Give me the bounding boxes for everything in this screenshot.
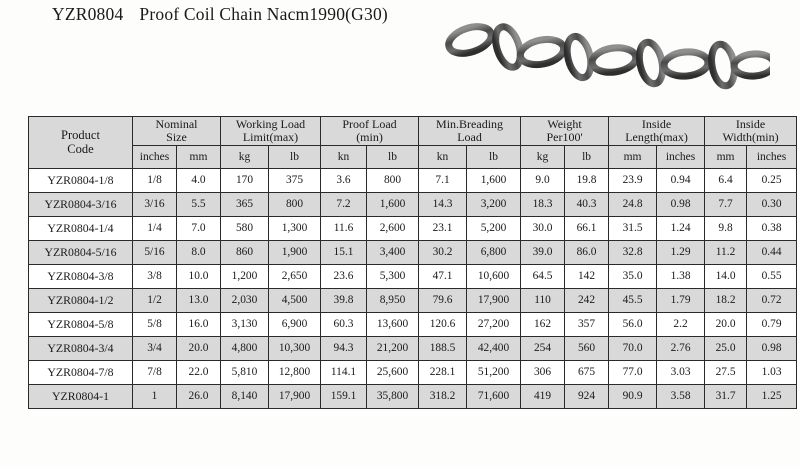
cell-value: 0.98 [747, 337, 797, 361]
cell-product-code: YZR0804-5/16 [29, 241, 133, 265]
cell-value: 5,200 [467, 217, 521, 241]
cell-value: 1,300 [269, 217, 321, 241]
cell-value: 0.30 [747, 193, 797, 217]
cell-value: 51,200 [467, 361, 521, 385]
cell-value: 27,200 [467, 313, 521, 337]
header-min-breading-load: Min.Breading Load [419, 117, 521, 146]
cell-value: 9.0 [521, 169, 565, 193]
cell-value: 13.0 [177, 289, 221, 313]
cell-value: 90.9 [609, 385, 657, 409]
cell-value: 8.0 [177, 241, 221, 265]
cell-value: 7.7 [705, 193, 747, 217]
page-title [52, 4, 388, 25]
cell-value: 1.29 [657, 241, 705, 265]
cell-value: 365 [221, 193, 269, 217]
cell-value: 18.2 [705, 289, 747, 313]
cell-product-code: YZR0804-1/8 [29, 169, 133, 193]
cell-value: 56.0 [609, 313, 657, 337]
cell-value: 110 [521, 289, 565, 313]
cell-value: 71,600 [467, 385, 521, 409]
cell-product-code: YZR0804-1 [29, 385, 133, 409]
cell-value: 1.03 [747, 361, 797, 385]
header-nominal-size: Nominal Size [133, 117, 221, 146]
cell-value: 3.58 [657, 385, 705, 409]
cell-value: 0.25 [747, 169, 797, 193]
cell-product-code: YZR0804-3/8 [29, 265, 133, 289]
cell-value: 39.0 [521, 241, 565, 265]
cell-value: 114.1 [321, 361, 367, 385]
cell-value: 3.03 [657, 361, 705, 385]
cell-value: 42,400 [467, 337, 521, 361]
cell-value: 21,200 [367, 337, 419, 361]
unit-cell: mm [609, 146, 657, 169]
cell-value: 318.2 [419, 385, 467, 409]
cell-value: 675 [565, 361, 609, 385]
cell-value: 60.3 [321, 313, 367, 337]
cell-value: 7.1 [419, 169, 467, 193]
cell-value: 4,800 [221, 337, 269, 361]
unit-cell: lb [467, 146, 521, 169]
cell-product-code: YZR0804-3/4 [29, 337, 133, 361]
cell-value: 1.79 [657, 289, 705, 313]
cell-value: 0.55 [747, 265, 797, 289]
cell-value: 14.3 [419, 193, 467, 217]
table-row [29, 385, 797, 409]
cell-value: 10.0 [177, 265, 221, 289]
cell-value: 12,800 [269, 361, 321, 385]
cell-product-code: YZR0804-5/8 [29, 313, 133, 337]
table-row [29, 217, 797, 241]
unit-cell: lb [565, 146, 609, 169]
cell-value: 2.76 [657, 337, 705, 361]
cell-value: 23.1 [419, 217, 467, 241]
cell-value: 800 [367, 169, 419, 193]
cell-value: 25.0 [705, 337, 747, 361]
unit-cell: inches [133, 146, 177, 169]
unit-cell: mm [705, 146, 747, 169]
cell-value: 1.38 [657, 265, 705, 289]
cell-value: 5,300 [367, 265, 419, 289]
cell-value: 375 [269, 169, 321, 193]
cell-value: 3/4 [133, 337, 177, 361]
cell-value: 6,800 [467, 241, 521, 265]
cell-value: 6.4 [705, 169, 747, 193]
cell-value: 8,950 [367, 289, 419, 313]
table-row [29, 313, 797, 337]
cell-value: 0.98 [657, 193, 705, 217]
cell-value: 188.5 [419, 337, 467, 361]
unit-cell: mm [177, 146, 221, 169]
cell-value: 18.3 [521, 193, 565, 217]
cell-value: 4,500 [269, 289, 321, 313]
cell-value: 3,400 [367, 241, 419, 265]
cell-value: 77.0 [609, 361, 657, 385]
cell-value: 1.25 [747, 385, 797, 409]
unit-cell: inches [747, 146, 797, 169]
cell-value: 7.2 [321, 193, 367, 217]
cell-value: 2,600 [367, 217, 419, 241]
cell-value: 5.5 [177, 193, 221, 217]
cell-value: 14.0 [705, 265, 747, 289]
cell-product-code: YZR0804-3/16 [29, 193, 133, 217]
cell-value: 242 [565, 289, 609, 313]
cell-value: 170 [221, 169, 269, 193]
cell-value: 79.6 [419, 289, 467, 313]
cell-value: 30.2 [419, 241, 467, 265]
cell-value: 357 [565, 313, 609, 337]
header-proof-load: Proof Load (min) [321, 117, 419, 146]
unit-cell: lb [367, 146, 419, 169]
cell-value: 1/8 [133, 169, 177, 193]
cell-value: 26.0 [177, 385, 221, 409]
cell-value: 7/8 [133, 361, 177, 385]
unit-cell: kn [419, 146, 467, 169]
cell-value: 17,900 [467, 289, 521, 313]
cell-value: 94.3 [321, 337, 367, 361]
header-working-load-limit: Working Load Limit(max) [221, 117, 321, 146]
cell-value: 17,900 [269, 385, 321, 409]
cell-value: 800 [269, 193, 321, 217]
table-row [29, 289, 797, 313]
page-title-code: YZR0804 [52, 4, 124, 24]
cell-value: 419 [521, 385, 565, 409]
cell-value: 1,900 [269, 241, 321, 265]
cell-value: 1.24 [657, 217, 705, 241]
cell-value: 1,200 [221, 265, 269, 289]
cell-value: 1/4 [133, 217, 177, 241]
unit-cell: kg [521, 146, 565, 169]
cell-value: 5/8 [133, 313, 177, 337]
cell-value: 2,030 [221, 289, 269, 313]
cell-value: 19.8 [565, 169, 609, 193]
cell-value: 7.0 [177, 217, 221, 241]
cell-value: 3.6 [321, 169, 367, 193]
cell-value: 4.0 [177, 169, 221, 193]
chain-icon [440, 22, 770, 92]
cell-value: 10,300 [269, 337, 321, 361]
cell-value: 142 [565, 265, 609, 289]
header-weight-per-100ft: Weight Per100' [521, 117, 609, 146]
cell-value: 25,600 [367, 361, 419, 385]
cell-value: 3/8 [133, 265, 177, 289]
cell-value: 10,600 [467, 265, 521, 289]
table-row [29, 361, 797, 385]
cell-product-code: YZR0804-7/8 [29, 361, 133, 385]
table-row [29, 193, 797, 217]
cell-value: 8,140 [221, 385, 269, 409]
cell-value: 2,650 [269, 265, 321, 289]
cell-value: 5/16 [133, 241, 177, 265]
cell-value: 66.1 [565, 217, 609, 241]
cell-value: 24.8 [609, 193, 657, 217]
table-header-groups [29, 117, 797, 146]
cell-value: 0.38 [747, 217, 797, 241]
unit-cell: inches [657, 146, 705, 169]
cell-value: 22.0 [177, 361, 221, 385]
header-inside-length: Inside Length(max) [609, 117, 705, 146]
cell-value: 20.0 [705, 313, 747, 337]
chain-illustration [440, 22, 770, 92]
cell-value: 27.5 [705, 361, 747, 385]
cell-value: 47.1 [419, 265, 467, 289]
cell-value: 45.5 [609, 289, 657, 313]
cell-product-code: YZR0804-1/4 [29, 217, 133, 241]
cell-value: 0.44 [747, 241, 797, 265]
header-product-code: Product Code [29, 117, 133, 169]
cell-value: 11.2 [705, 241, 747, 265]
cell-value: 2.2 [657, 313, 705, 337]
cell-value: 20.0 [177, 337, 221, 361]
unit-cell: kn [321, 146, 367, 169]
cell-value: 1,600 [467, 169, 521, 193]
table-row [29, 265, 797, 289]
cell-value: 306 [521, 361, 565, 385]
cell-value: 23.9 [609, 169, 657, 193]
cell-value: 924 [565, 385, 609, 409]
cell-value: 40.3 [565, 193, 609, 217]
cell-value: 1,600 [367, 193, 419, 217]
cell-value: 120.6 [419, 313, 467, 337]
cell-value: 39.8 [321, 289, 367, 313]
cell-value: 159.1 [321, 385, 367, 409]
cell-value: 3,130 [221, 313, 269, 337]
header-inside-width: Inside Width(min) [705, 117, 797, 146]
specification-table [28, 116, 797, 409]
cell-value: 162 [521, 313, 565, 337]
cell-value: 13,600 [367, 313, 419, 337]
cell-value: 32.8 [609, 241, 657, 265]
cell-value: 0.72 [747, 289, 797, 313]
cell-value: 254 [521, 337, 565, 361]
cell-value: 1 [133, 385, 177, 409]
cell-value: 70.0 [609, 337, 657, 361]
cell-value: 9.8 [705, 217, 747, 241]
cell-value: 1/2 [133, 289, 177, 313]
cell-value: 11.6 [321, 217, 367, 241]
cell-value: 0.94 [657, 169, 705, 193]
cell-value: 16.0 [177, 313, 221, 337]
cell-value: 560 [565, 337, 609, 361]
cell-value: 6,900 [269, 313, 321, 337]
cell-value: 228.1 [419, 361, 467, 385]
unit-cell: kg [221, 146, 269, 169]
cell-value: 3,200 [467, 193, 521, 217]
cell-value: 31.7 [705, 385, 747, 409]
cell-value: 86.0 [565, 241, 609, 265]
cell-value: 30.0 [521, 217, 565, 241]
cell-value: 15.1 [321, 241, 367, 265]
cell-value: 860 [221, 241, 269, 265]
cell-value: 35,800 [367, 385, 419, 409]
cell-value: 3/16 [133, 193, 177, 217]
cell-value: 31.5 [609, 217, 657, 241]
cell-product-code: YZR0804-1/2 [29, 289, 133, 313]
cell-value: 0.79 [747, 313, 797, 337]
cell-value: 64.5 [521, 265, 565, 289]
page-title-text: Proof Coil Chain Nacm1990(G30) [139, 4, 388, 24]
table-row [29, 337, 797, 361]
cell-value: 580 [221, 217, 269, 241]
cell-value: 5,810 [221, 361, 269, 385]
table-row [29, 241, 797, 265]
table-row [29, 169, 797, 193]
cell-value: 35.0 [609, 265, 657, 289]
unit-cell: lb [269, 146, 321, 169]
cell-value: 23.6 [321, 265, 367, 289]
table-header-units [29, 146, 797, 169]
